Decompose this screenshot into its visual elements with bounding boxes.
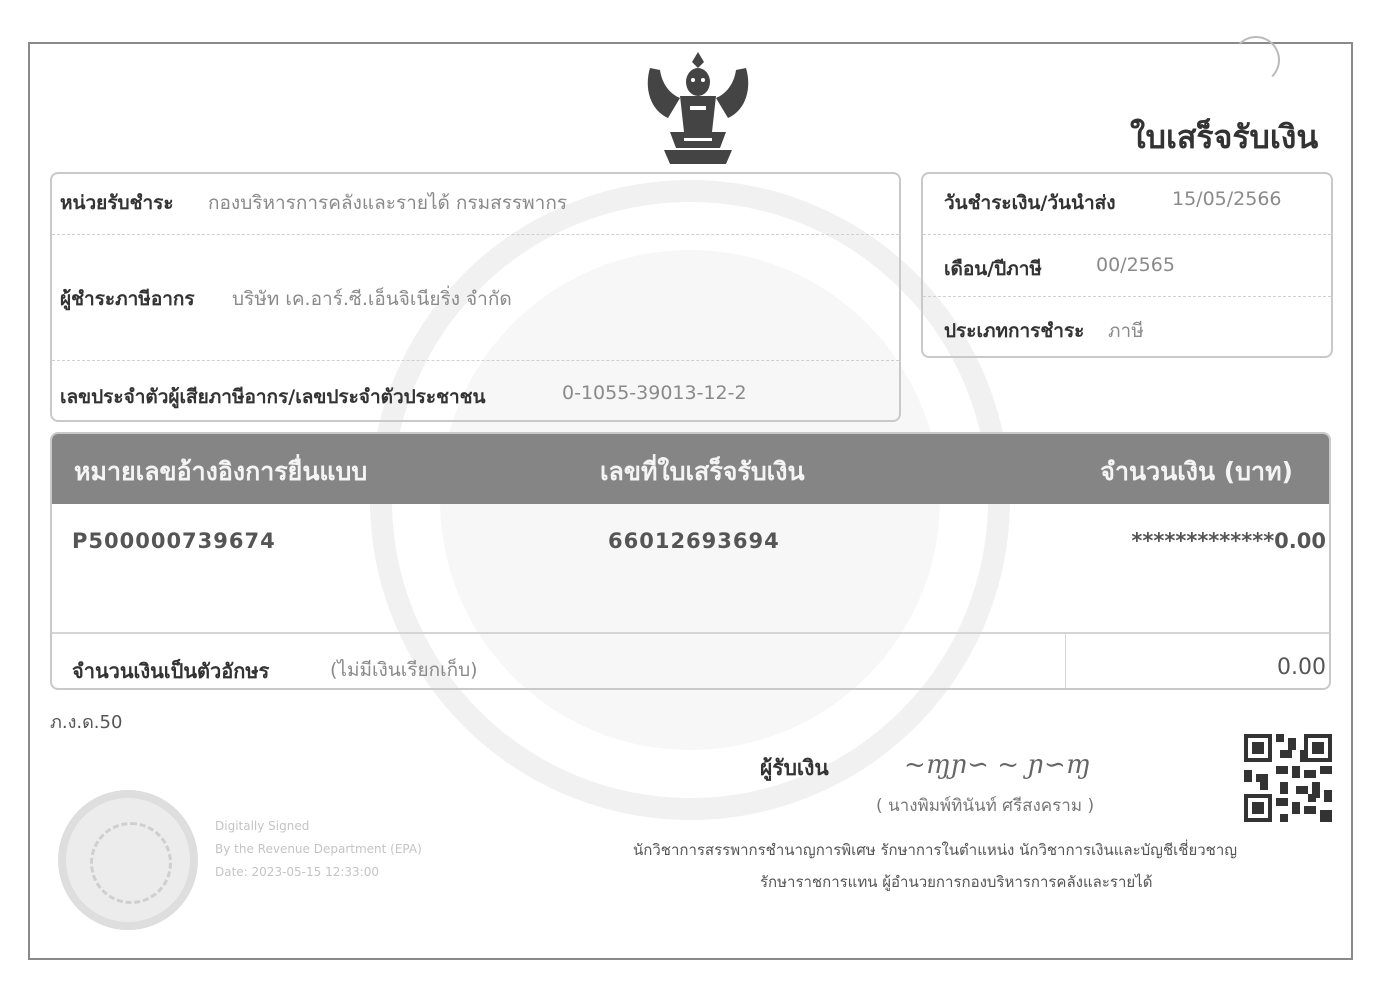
form-code: ภ.ง.ด.50: [50, 712, 123, 733]
amount-words-value: (ไม่มีเงินเรียกเก็บ): [330, 659, 478, 681]
digital-sign-line2: By the Revenue Department (EPA): [215, 842, 422, 856]
divider: [1065, 632, 1066, 690]
document-title: ใบเสร็จรับเงิน: [1130, 118, 1319, 156]
divider: [923, 296, 1331, 297]
paytype-value: ภาษี: [1108, 320, 1144, 342]
divider: [923, 234, 1331, 235]
receiver-position-line2: รักษาราชการแทน ผู้อำนวยการกองบริหารการคลังและรายได้: [760, 873, 1153, 891]
paytype-label: ประเภทการชำระ: [944, 320, 1085, 342]
header-reference: หมายเลขอ้างอิงการยื่นแบบ: [74, 457, 368, 486]
taxpayer-value: บริษัท เค.อาร์.ซี.เอ็นจิเนียริ่ง จำกัด: [232, 288, 512, 310]
digital-sign-line3: Date: 2023-05-15 12:33:00: [215, 865, 379, 879]
period-value: 00/2565: [1096, 254, 1175, 276]
table-row-amount: *************0.00: [1131, 529, 1326, 553]
divider: [52, 234, 899, 235]
header-receipt-no: เลขที่ใบเสร็จรับเงิน: [600, 457, 805, 486]
amount-words-label: จำนวนเงินเป็นตัวอักษร: [72, 659, 270, 683]
digital-sign-line1: Digitally Signed: [215, 819, 310, 833]
seal-inner-ring: [90, 822, 172, 904]
table-header: [52, 434, 1329, 504]
amount-words-total: 0.00: [1277, 655, 1326, 680]
taxid-label: เลขประจำตัวผู้เสียภาษีอากร/เลขประจำตัวประชาชน: [60, 386, 486, 408]
taxpayer-label: ผู้ชำระภาษีอากร: [60, 288, 195, 310]
paydate-value: 15/05/2566: [1172, 188, 1282, 210]
divider: [52, 632, 1329, 634]
agency-label: หน่วยรับชำระ: [60, 192, 174, 214]
punch-hole-mark: [1232, 36, 1280, 84]
table-row-receipt-no: 66012693694: [608, 529, 780, 553]
receiver-label: ผู้รับเงิน: [760, 756, 829, 780]
receipt-table: [50, 432, 1331, 690]
agency-value: กองบริหารการคลังและรายได้ กรมสรรพากร: [208, 192, 568, 214]
receiver-position-line1: นักวิชาการสรรพากรชำนาญการพิเศษ รักษาการในตำแหน่ง นักวิชาการเงินและบัญชีเชี่ยวชาญ: [633, 841, 1238, 859]
revenue-department-seal-icon: [58, 790, 198, 930]
receiver-name: ( นางพิมพ์ทินันท์ ศรีสงคราม ): [876, 796, 1095, 816]
taxid-value: 0-1055-39013-12-2: [562, 382, 747, 404]
garuda-emblem-icon: [640, 48, 756, 170]
header-amount: จำนวนเงิน (บาท): [1100, 457, 1293, 486]
divider: [52, 360, 899, 361]
period-label: เดือน/ปีภาษี: [944, 258, 1042, 280]
handwritten-signature: ~ɱɲ∽ ~ ɲ∽ɱ: [904, 750, 1091, 780]
qr-code-icon: [1244, 734, 1332, 822]
table-row-reference: P500000739674: [72, 529, 276, 553]
paydate-label: วันชำระเงิน/วันนำส่ง: [944, 192, 1116, 214]
